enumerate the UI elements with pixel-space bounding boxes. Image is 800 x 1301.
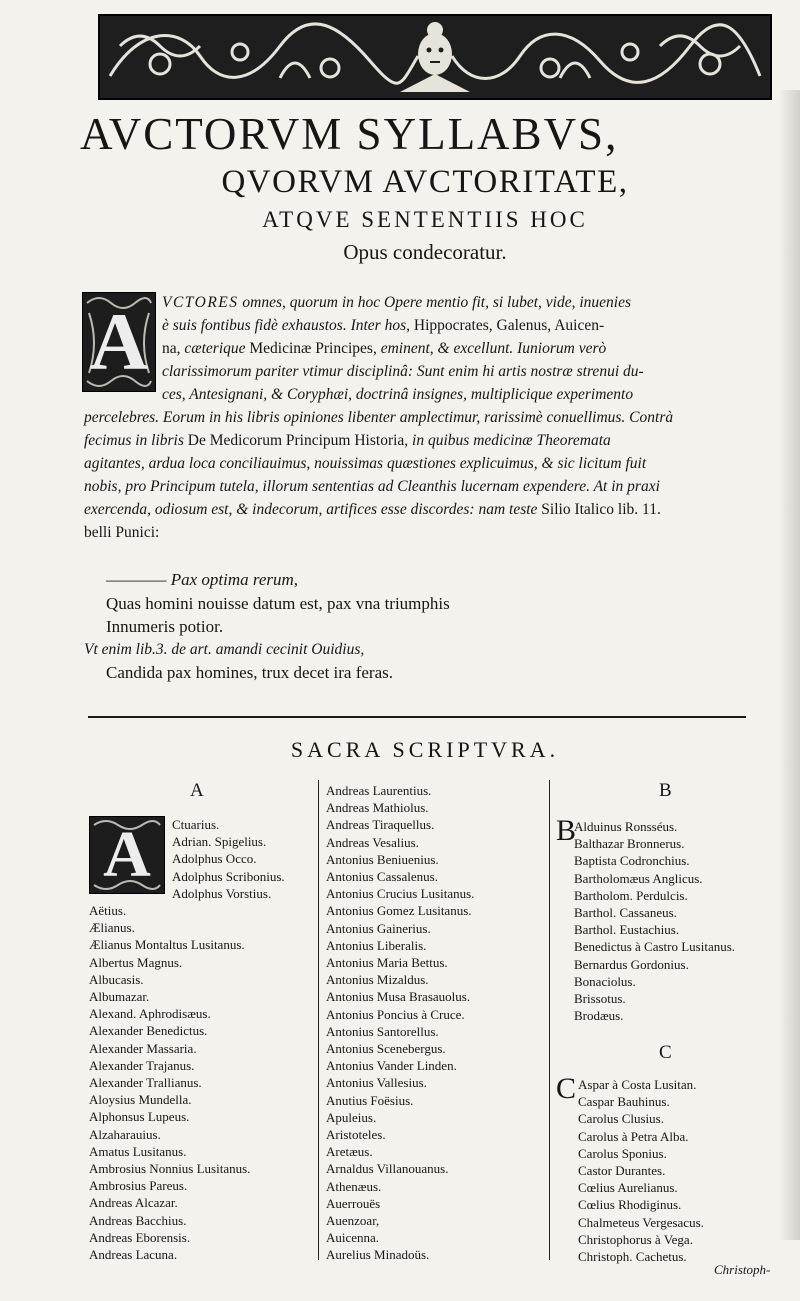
author-name: Alexander Trajanus. xyxy=(89,1057,195,1073)
intro-text-run: Silio Italico lib. 11. xyxy=(541,501,661,518)
author-name: Aspar à Costa Lusitan. xyxy=(578,1077,697,1092)
initial-b: B xyxy=(556,814,577,847)
verse-attribution: Vt enim lib.3. de art. amandi cecinit Ouidius, xyxy=(84,641,365,658)
names-list-a xyxy=(89,902,250,1263)
author-name: Alexander Benedictus. xyxy=(89,1023,208,1039)
author-name: Antonius Gomez Lusitanus. xyxy=(326,903,472,919)
author-name: Antonius Vallesius. xyxy=(326,1075,427,1091)
author-name: Antonius Cassalenus. xyxy=(326,869,438,885)
author-name: Aloysius Mundella. xyxy=(89,1092,192,1108)
intro-text-run: è suis fontibus fidè exhaustos. Inter hos, xyxy=(162,317,414,334)
author-name: Bernardus Gordonius. xyxy=(574,956,689,972)
author-name: Andreas Lacuna. xyxy=(89,1247,178,1263)
letter-heading-b: B xyxy=(659,780,672,801)
author-name: Andreas Eborensis. xyxy=(89,1229,191,1245)
author-name: Alexander Trallianus. xyxy=(89,1075,202,1091)
author-name: Auerrouës xyxy=(326,1195,381,1211)
dropcap-a-list xyxy=(89,816,165,894)
author-name: Andreas Laurentius. xyxy=(326,783,432,798)
intro-line xyxy=(84,453,646,475)
intro-text-run: fecimus in libris xyxy=(84,432,188,449)
author-name: Barthol. Eustachius. xyxy=(574,922,680,938)
author-name: Carolus Sponius. xyxy=(578,1145,667,1161)
intro-line xyxy=(84,476,660,498)
title-line-2: QVORVM AVCTORITATE, xyxy=(221,164,629,200)
verse-line-3: Innumeris potior. xyxy=(106,617,224,636)
author-name: Antonius Crucius Lusitanus. xyxy=(326,886,475,902)
title-line-1: AVCTORVM SYLLABVS, xyxy=(80,109,619,159)
column-rule-left xyxy=(318,780,319,1260)
author-name: Antonius Scenebergus. xyxy=(326,1041,446,1057)
intro-text-run: Medicinæ Principes, xyxy=(249,340,381,357)
author-name: Aristoteles. xyxy=(326,1127,386,1143)
author-name: Albucasis. xyxy=(89,971,144,987)
intro-text-run: exercenda, odiosum est, & indecorum, artifices esse discordes: nam teste xyxy=(84,501,542,518)
author-name: Brissotus. xyxy=(574,991,626,1007)
author-name: Auicenna. xyxy=(326,1230,380,1246)
author-name: Adolphus Vorstius. xyxy=(172,885,272,901)
author-name: Ambrosius Pareus. xyxy=(89,1178,188,1194)
author-name: Ambrosius Nonnius Lusitanus. xyxy=(89,1161,251,1177)
intro-text-run: clarissimorum pariter vtimur disciplinâ: Sunt enim hi artis nostræ strenui du- xyxy=(162,363,644,380)
author-name: Aretæus. xyxy=(326,1144,373,1160)
intro-text-run: na, xyxy=(162,340,185,357)
intro-text-run: De Medicorum Principum Historia xyxy=(187,432,405,449)
intro-text-run: , in quibus medicinæ Theoremata xyxy=(404,432,611,449)
author-name: Ælianus Montaltus Lusitanus. xyxy=(89,937,245,953)
intro-text-run: eminent, & excellunt. Iuniorum verò xyxy=(380,340,607,357)
intro-line xyxy=(84,430,611,452)
intro-text-run: nobis, pro Principum tutela, illorum sententias ad Cleanthis lucernam expendere. At in praxi xyxy=(84,478,660,495)
author-name: Aëtius. xyxy=(89,903,127,918)
author-name: Brodæus. xyxy=(574,1008,624,1024)
dropcap-a-intro xyxy=(82,292,156,392)
author-name: Barthol. Cassaneus. xyxy=(574,905,677,921)
author-name: Christoph. Cachetus. xyxy=(578,1249,687,1265)
page-edge-shadow xyxy=(778,90,800,1240)
initial-c: C xyxy=(556,1072,577,1105)
section-heading: SACRA SCRIPTVRA. xyxy=(290,737,560,762)
author-name: Cœlius Aurelianus. xyxy=(578,1180,678,1196)
names-list-a-intro xyxy=(172,816,285,902)
intro-line xyxy=(162,361,644,383)
intro-text-run: percelebres. Eorum in his libris opiniones libenter amplectimur, rarissimè conuellimus. Contrà xyxy=(84,409,674,426)
author-name: Alexand. Aphrodisæus. xyxy=(89,1006,211,1022)
author-name: Arnaldus Villanouanus. xyxy=(326,1161,449,1177)
author-name: Antonius Poncius à Cruce. xyxy=(326,1006,465,1022)
intro-line xyxy=(162,338,606,360)
author-name: Antonius Gainerius. xyxy=(326,920,431,936)
intro-line xyxy=(84,522,159,544)
author-name: Alzaharauius. xyxy=(89,1126,161,1142)
author-name: Antonius Mizaldus. xyxy=(326,972,429,988)
author-name: Caspar Bauhinus. xyxy=(578,1094,670,1110)
author-name: Carolus à Petra Alba. xyxy=(578,1128,689,1144)
verse-line-5: Candida pax homines, trux decet ira feras. xyxy=(106,663,394,682)
title-line-4: Opus condecoratur. xyxy=(343,240,507,264)
author-name: Benedictus à Castro Lusitanus. xyxy=(574,939,736,955)
author-name: Alexander Massaria. xyxy=(89,1040,197,1056)
scrollwork-ornament-icon xyxy=(100,16,770,98)
names-list-c xyxy=(578,1076,704,1265)
author-name: Chalmeteus Vergesacus. xyxy=(578,1214,704,1230)
section-divider xyxy=(88,716,746,718)
catchword: Christoph- xyxy=(714,1262,771,1277)
intro-text-run: ces, Antesignani, & Coryphæi, doctrinâ insignes, multiplicique experimento xyxy=(162,386,634,403)
author-name: Ælianus. xyxy=(89,920,135,936)
author-name: Aurelius Minadoüs. xyxy=(326,1247,430,1263)
dropcap-letter: A xyxy=(103,818,151,891)
author-name: Cœlius Rhodiginus. xyxy=(578,1197,682,1213)
intro-line xyxy=(162,292,631,314)
intro-text-run: omnes, quorum in hoc Opere mentio fit, si lubet, vide, inuenies xyxy=(238,294,631,311)
author-name: Adolphus Scribonius. xyxy=(172,868,285,884)
author-name: Baptista Codronchius. xyxy=(574,853,690,869)
author-name: Castor Durantes. xyxy=(578,1163,666,1179)
author-name: Christophorus à Vega. xyxy=(578,1231,693,1247)
author-name: Auenzoar, xyxy=(326,1213,380,1229)
intro-line xyxy=(84,499,661,521)
intro-text-run: cæterique xyxy=(184,340,250,357)
verse-line-2: Quas homini nouisse datum est, pax vna triumphis xyxy=(106,594,450,613)
author-name: Amatus Lusitanus. xyxy=(89,1143,187,1159)
intro-text-run: Hippocrates, Galenus, Auicen- xyxy=(413,317,605,334)
author-name: Andreas Alcazar. xyxy=(89,1195,178,1211)
author-name: Andreas Bacchius. xyxy=(89,1212,187,1228)
author-name: Alduinus Ronsséus. xyxy=(574,819,678,834)
author-name: Adolphus Occo. xyxy=(172,851,257,867)
author-name: Andreas Vesalius. xyxy=(326,834,419,850)
names-list-a-continued xyxy=(326,782,474,1264)
intro-text-run: VCTORES xyxy=(162,294,239,311)
author-name: Carolus Clusius. xyxy=(578,1111,664,1127)
author-name: Apuleius. xyxy=(326,1109,377,1125)
author-name: Bartholom. Perdulcis. xyxy=(574,887,688,903)
author-name: Ctuarius. xyxy=(172,817,220,832)
column-rule-right xyxy=(549,780,550,1260)
author-name: Antonius Musa Brasauolus. xyxy=(326,989,471,1005)
author-name: Andreas Tiraquellus. xyxy=(326,817,435,833)
author-name: Antonius Liberalis. xyxy=(326,937,427,953)
author-name: Alphonsus Lupeus. xyxy=(89,1109,190,1125)
author-name: Andreas Mathiolus. xyxy=(326,800,429,816)
verse-line-1: ———— Pax optima rerum, xyxy=(106,570,299,589)
author-name: Anutius Foësius. xyxy=(326,1092,414,1108)
dropcap-letter: A xyxy=(89,296,149,387)
author-name: Antonius Beniuenius. xyxy=(326,851,439,867)
author-name: Bartholomæus Anglicus. xyxy=(574,870,703,886)
author-name: Bonaciolus. xyxy=(574,973,636,989)
author-name: Balthazar Bronnerus. xyxy=(574,836,685,852)
author-name: Antonius Maria Bettus. xyxy=(326,955,448,971)
title-line-3: ATQVE SENTENTIIS HOC xyxy=(262,207,588,232)
letter-heading-c: C xyxy=(659,1042,672,1063)
author-name: Antonius Vander Linden. xyxy=(326,1058,457,1074)
author-name: Albertus Magnus. xyxy=(89,954,183,970)
intro-line xyxy=(84,407,673,429)
ornamental-banner xyxy=(98,14,772,100)
intro-line xyxy=(162,315,604,337)
author-name: Antonius Santorellus. xyxy=(326,1023,439,1039)
author-name: Albumazar. xyxy=(89,989,150,1005)
names-list-b xyxy=(574,818,735,1024)
intro-text-run: belli Punici: xyxy=(84,524,160,541)
author-name: Adrian. Spigelius. xyxy=(172,834,267,850)
letter-heading-a: A xyxy=(190,780,204,801)
intro-line xyxy=(162,384,633,406)
intro-text-run: agitantes, ardua loca conciliauimus, nouissimas quæstiones explicuimus, & sic licitum fuit xyxy=(84,455,647,472)
author-name: Athenæus. xyxy=(326,1178,382,1194)
